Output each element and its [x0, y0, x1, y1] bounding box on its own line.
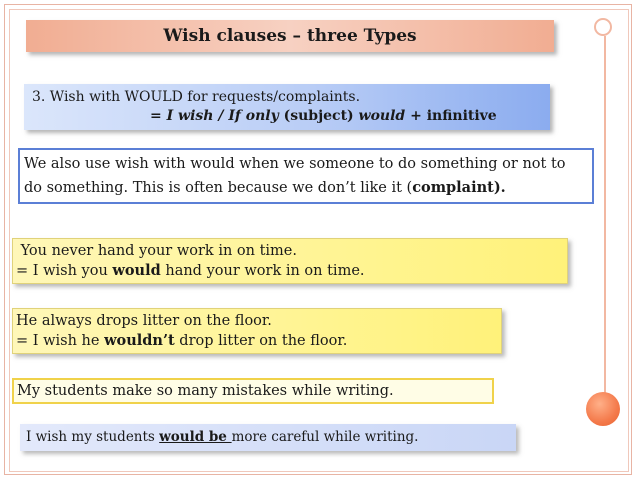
rule-formula: [32, 107, 542, 126]
slide-title: [26, 20, 554, 52]
example-box-1: [12, 238, 568, 284]
rule-formula-infinitive: + infinitive: [405, 108, 497, 124]
explanation-complaint: complaint).: [412, 179, 506, 196]
rule-formula-subject: (subject): [278, 108, 359, 124]
example-4-prefix: I wish my students: [26, 429, 160, 445]
rule-box: [24, 84, 550, 130]
rule-heading: 3. Wish with WOULD for requests/complaints.: [32, 89, 361, 105]
example-2-wish-prefix: = I wish he: [16, 333, 105, 349]
example-2-sentence: He always drops litter on the floor.: [16, 313, 272, 329]
example-1-wish-suffix: hand your work in on time.: [160, 263, 365, 279]
decorative-circle-orange: [586, 392, 620, 426]
example-2-wish-bold: wouldn’t: [104, 332, 175, 349]
rule-formula-would: would: [358, 108, 406, 124]
example-box-3: [12, 378, 494, 404]
example-4-bold: would be: [159, 429, 232, 445]
example-2-wish: [16, 331, 498, 351]
example-4-suffix: more careful while writing.: [231, 429, 419, 445]
explanation-note: [18, 148, 594, 204]
slide-title-text: Wish clauses – three Types: [163, 26, 417, 46]
example-1-wish-bold: would: [112, 262, 161, 279]
rule-formula-wish: = I wish / If only: [150, 108, 279, 124]
example-1-sentence: You never hand your work in on time.: [16, 243, 297, 259]
decorative-circle-small: [594, 18, 612, 36]
explanation-text: We also use wish with would when we someone to do something or not to do something. This is often because we don’t like it (: [24, 156, 566, 196]
example-2-wish-suffix: drop litter on the floor.: [174, 333, 348, 349]
example-1-wish-prefix: = I wish you: [16, 263, 113, 279]
example-1-wish: [16, 261, 564, 281]
decorative-line: [604, 36, 606, 406]
example-3-sentence: My students make so many mistakes while writing.: [17, 383, 394, 399]
example-box-2: [12, 308, 502, 354]
example-box-4: [20, 424, 516, 451]
